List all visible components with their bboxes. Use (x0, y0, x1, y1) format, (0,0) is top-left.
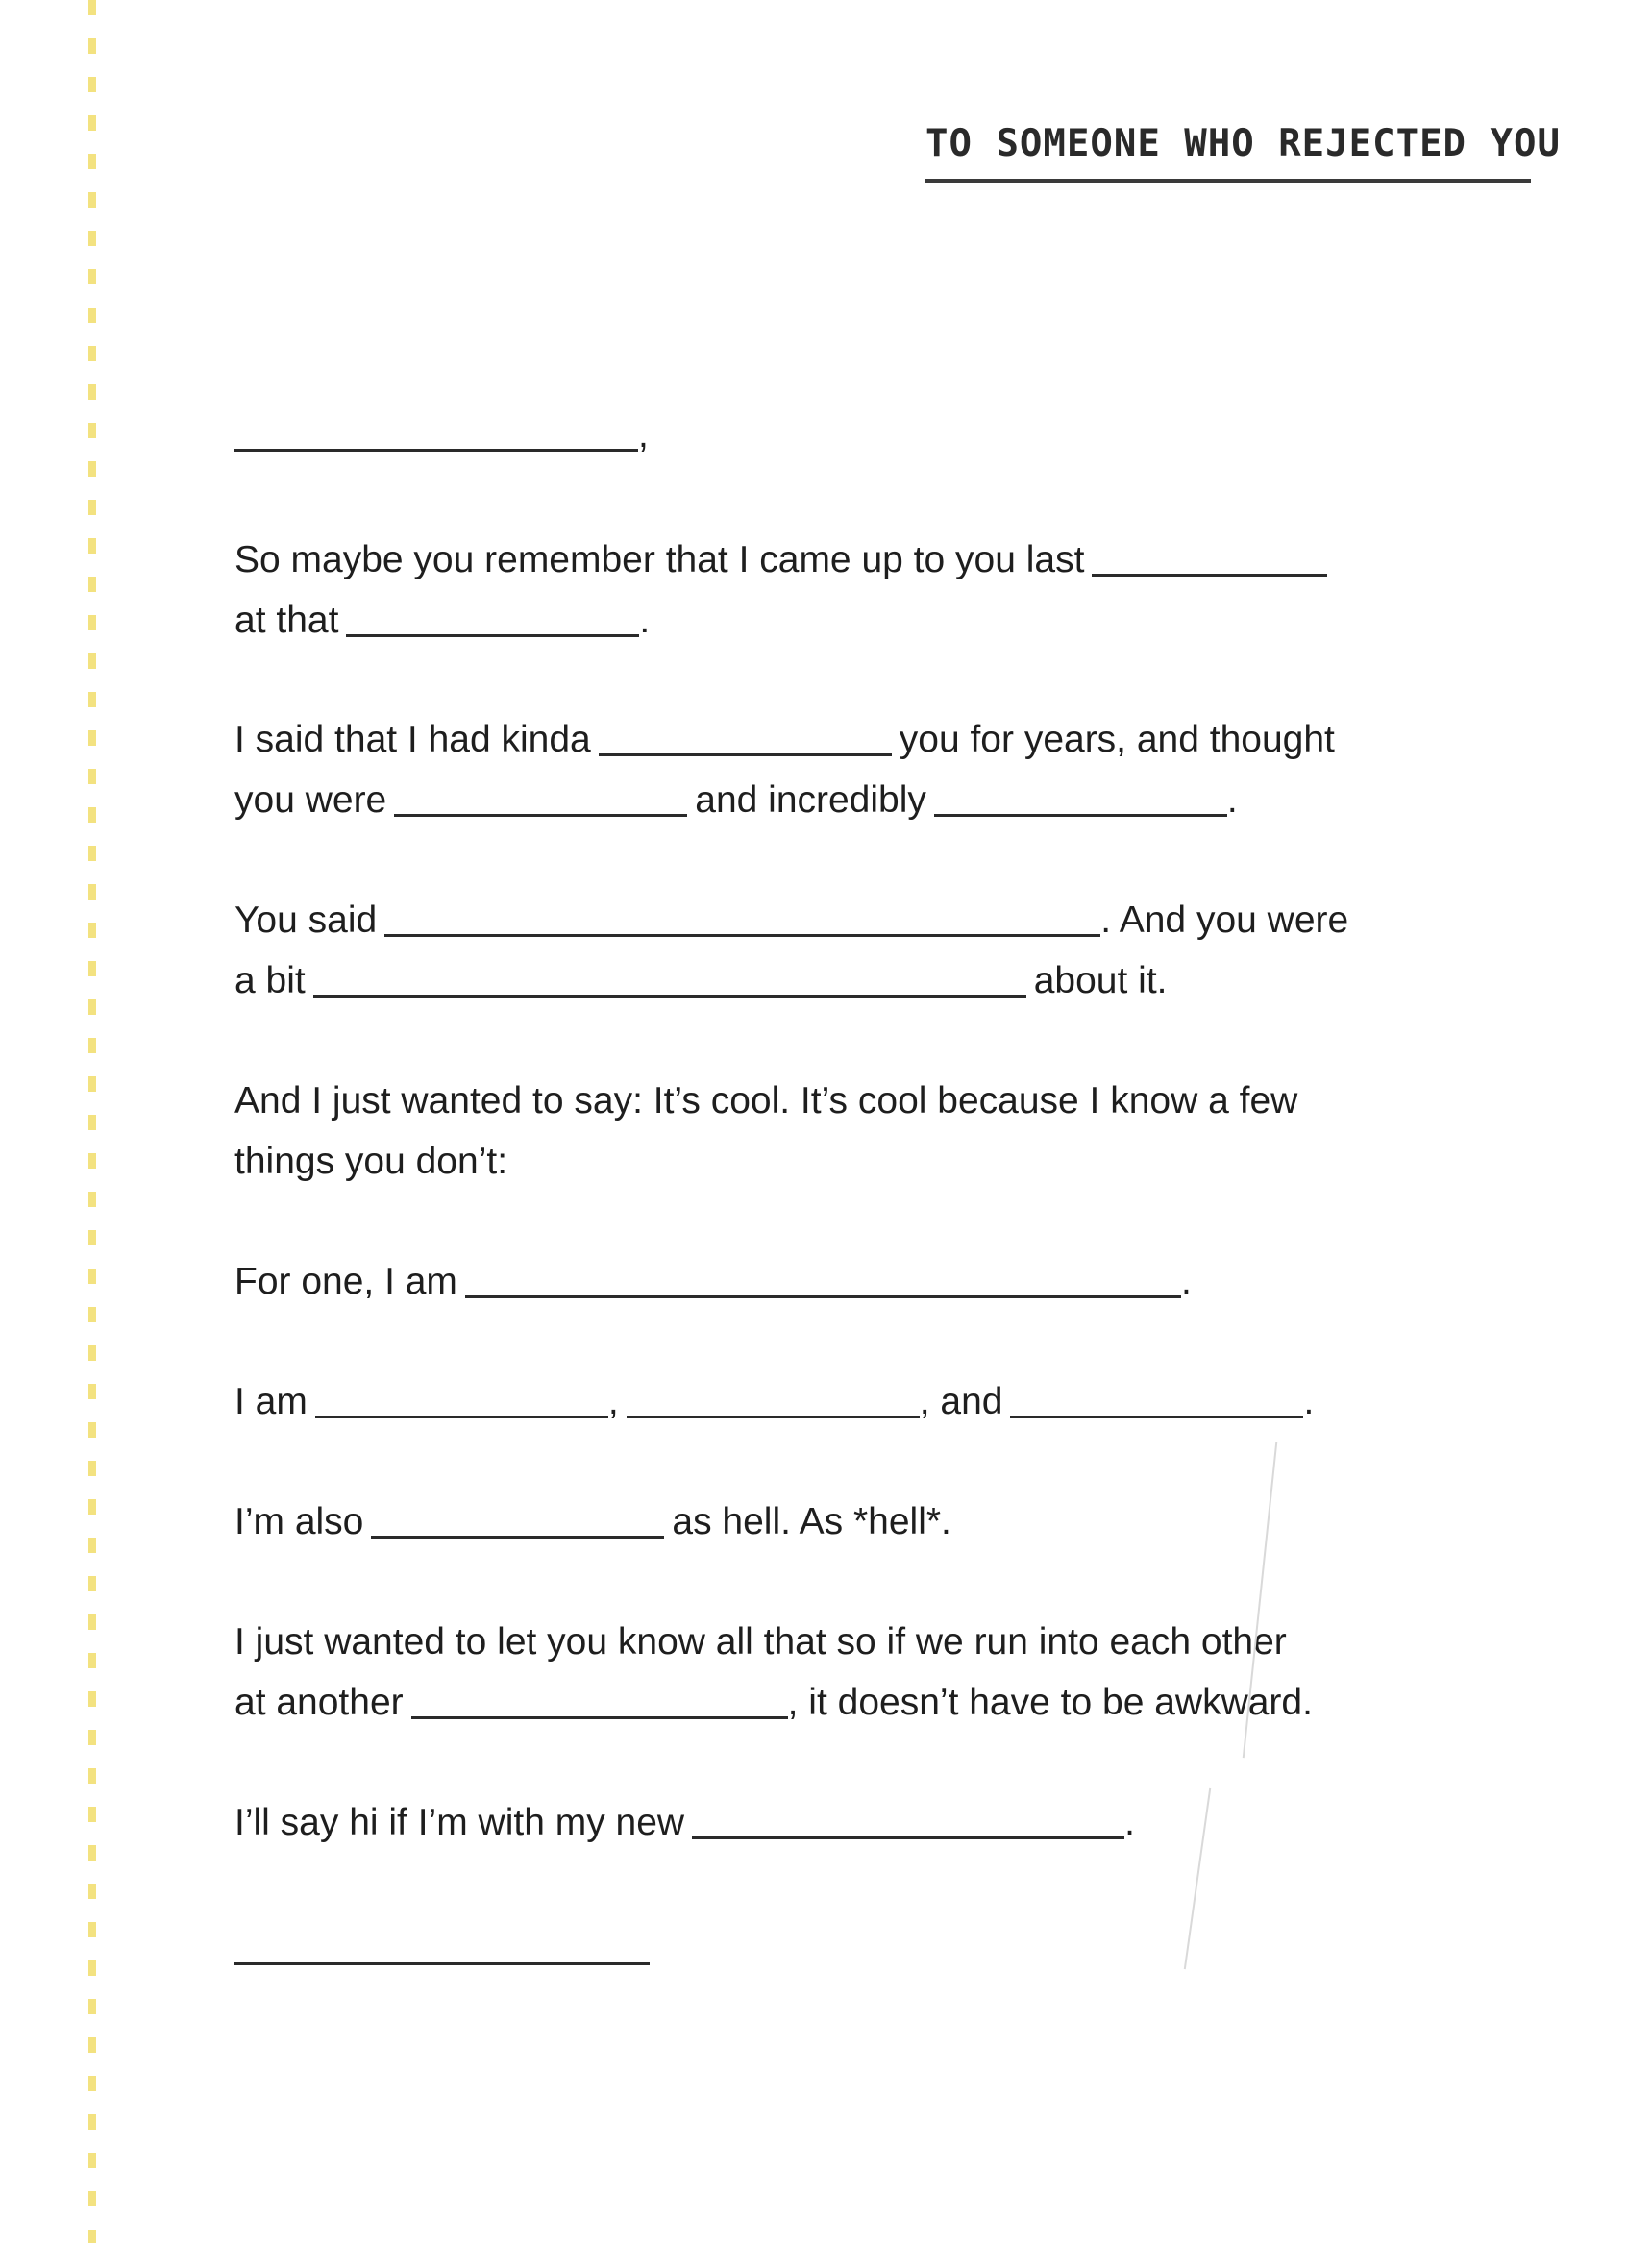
page-header (925, 121, 1561, 183)
blank-trait-1[interactable] (315, 1414, 608, 1418)
blank-when[interactable] (1092, 572, 1327, 577)
text: . (1226, 779, 1238, 821)
p3-line2 (234, 940, 1168, 999)
text: . (639, 600, 651, 641)
p6-line (234, 1361, 1314, 1420)
text: you were (234, 779, 387, 821)
text: So maybe you remember that I came up to you last (234, 539, 1085, 580)
text: I said that I had kinda (234, 719, 591, 760)
title-underline (925, 179, 1531, 183)
text: You said (234, 900, 378, 941)
blank-new-person[interactable] (692, 1835, 1124, 1839)
text: , (607, 1381, 619, 1422)
text: I’m also (234, 1501, 364, 1542)
page-title: TO SOMEONE WHO REJECTED YOU (925, 122, 1561, 165)
text: at that (234, 600, 339, 641)
p8-line2 (234, 1662, 1313, 1721)
perforated-edge (88, 0, 96, 2243)
p8-line1 (234, 1601, 1287, 1661)
text: as hell. As *hell*. (672, 1501, 951, 1542)
p1-line2 (234, 579, 650, 639)
text: I just wanted to let you know all that so if we run into each other (234, 1621, 1287, 1663)
salutation-comma: , (638, 414, 649, 456)
p3-line1 (234, 879, 1348, 939)
text: I am (234, 1381, 308, 1422)
blank-adjective-3[interactable] (371, 1534, 664, 1539)
blank-adjective-1[interactable] (394, 812, 687, 817)
blank-attitude[interactable] (313, 993, 1026, 998)
text: , and (919, 1381, 1003, 1422)
text: . (1180, 1261, 1192, 1302)
text: I’ll say hi if I’m with my new (234, 1802, 685, 1843)
blank-event-2[interactable] (411, 1714, 788, 1719)
p2-line1 (234, 699, 1335, 758)
text: For one, I am (234, 1261, 457, 1302)
text: . (1124, 1802, 1135, 1843)
blank-adjective-2[interactable] (934, 812, 1227, 817)
text: at another (234, 1682, 404, 1723)
p4-line2 (234, 1121, 507, 1180)
salutation-line (234, 394, 649, 454)
blank-quality[interactable] (465, 1294, 1181, 1298)
signature-line (234, 1908, 657, 1967)
blank-verb[interactable] (599, 752, 892, 756)
p9-line (234, 1782, 1135, 1841)
text: . (1303, 1381, 1315, 1422)
text: about it. (1033, 960, 1168, 1001)
text: And I just wanted to say: It’s cool. It’s cool because I know a few (234, 1080, 1298, 1122)
blank-trait-3[interactable] (1010, 1414, 1303, 1418)
p7-line (234, 1481, 951, 1541)
p1-line1 (234, 519, 1335, 579)
paper-crease (1184, 1788, 1211, 1969)
p2-line2 (234, 759, 1238, 819)
blank-recipient-name[interactable] (234, 447, 638, 452)
blank-trait-2[interactable] (627, 1414, 920, 1418)
text: a bit (234, 960, 306, 1001)
p4-line1 (234, 1060, 1297, 1120)
text: things you don’t: (234, 1141, 508, 1182)
blank-signature[interactable] (234, 1960, 650, 1965)
p5-line (234, 1241, 1192, 1300)
text: and incredibly (695, 779, 926, 821)
text: , it doesn’t have to be awkward. (787, 1682, 1313, 1723)
blank-response[interactable] (384, 932, 1100, 937)
text: . And you were (1100, 900, 1349, 941)
blank-event[interactable] (346, 632, 639, 637)
text: you for years, and thought (899, 719, 1335, 760)
